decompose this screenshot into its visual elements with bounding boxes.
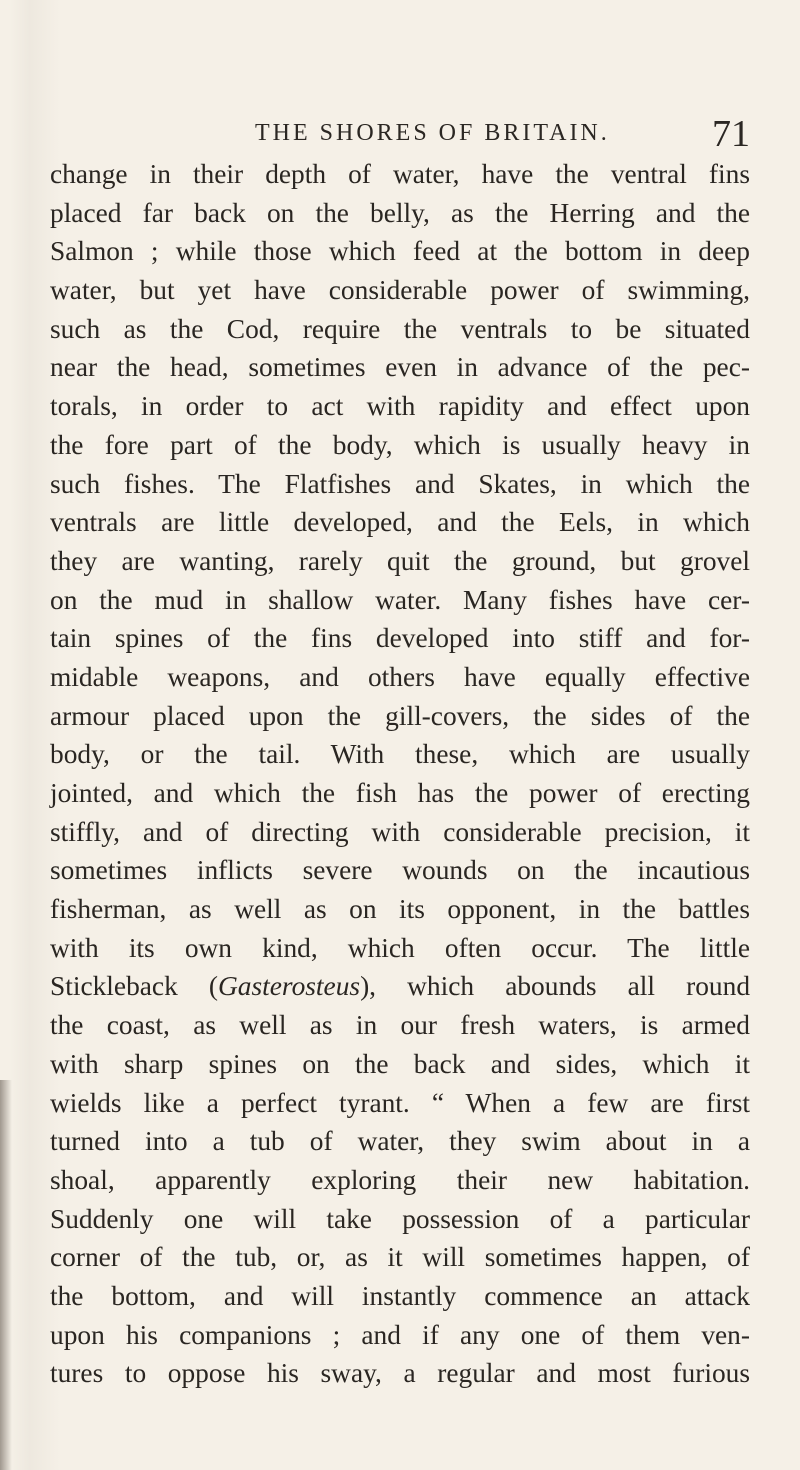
text-line: Suddenly one will take possession of a particular bbox=[50, 1203, 750, 1234]
text-line: Salmon ; while those which feed at the bottom in deep bbox=[50, 236, 750, 267]
text-line: stiffly, and of directing with considerable precision, it bbox=[50, 816, 750, 847]
text-line: jointed, and which the fish has the power of erecting bbox=[50, 778, 750, 808]
page-header bbox=[50, 113, 750, 160]
text-line: tain spines of the fins developed into stiff and for- bbox=[50, 623, 750, 654]
text-line: sometimes inflicts severe wounds on the incautious bbox=[50, 855, 750, 886]
text-line: with its own kind, which often occur. The little bbox=[50, 932, 750, 963]
text-segment: ), which abounds all round bbox=[360, 971, 751, 1002]
text-line: turned into a tub of water, they swim about in a bbox=[50, 1126, 750, 1157]
text-line: such fishes. The Flatfishes and Skates, in which the bbox=[50, 468, 750, 499]
text-line: the fore part of the body, which is usually heavy in bbox=[50, 429, 750, 460]
scientific-name: Gasterosteus bbox=[218, 971, 361, 1002]
text-line: tures to oppose his sway, a regular and most furious bbox=[50, 1358, 750, 1389]
text-line: wields like a perfect tyrant. “ When a few are first bbox=[50, 1087, 750, 1118]
text-line: water, but yet have considerable power of swimming, bbox=[50, 275, 750, 306]
text-line: midable weapons, and others have equally effective bbox=[50, 661, 750, 692]
text-line: such as the Cod, require the ventrals to be situated bbox=[50, 313, 750, 344]
text-line: placed far back on the belly, as the Herring and the bbox=[50, 197, 750, 228]
page-edge-shadow bbox=[0, 1080, 12, 1470]
body-text bbox=[50, 155, 750, 1393]
text-segment: Stickleback ( bbox=[50, 971, 219, 1002]
running-head: THE SHORES OF BRITAIN. bbox=[255, 120, 610, 146]
text-line: on the mud in shallow water. Many fishes have cer- bbox=[50, 584, 750, 615]
text-line: shoal, apparently exploring their new habitation. bbox=[50, 1164, 750, 1195]
text-line: the bottom, and will instantly commence an attack bbox=[50, 1280, 750, 1311]
text-line: near the head, sometimes even in advance of the pec- bbox=[50, 352, 750, 383]
text-line: corner of the tub, or, as it will sometimes happen, of bbox=[50, 1242, 750, 1273]
text-line: they are wanting, rarely quit the ground, but grovel bbox=[50, 545, 750, 576]
text-line: ventrals are little developed, and the Eels, in which bbox=[50, 507, 750, 538]
page-number: 71 bbox=[712, 113, 750, 155]
text-line: torals, in order to act with rapidity and effect upon bbox=[50, 391, 750, 422]
text-line: with sharp spines on the back and sides, which it bbox=[50, 1048, 750, 1079]
text-line: upon his companions ; and if any one of them ven- bbox=[50, 1319, 750, 1350]
text-line: armour placed upon the gill-covers, the sides of the bbox=[50, 700, 750, 731]
text-line: change in their depth of water, have the ventral fins bbox=[50, 159, 750, 189]
text-line: the coast, as well as in our fresh waters, is armed bbox=[50, 1010, 750, 1041]
text-line: fisherman, as well as on its opponent, in the battles bbox=[50, 894, 750, 925]
text-line: body, or the tail. With these, which are usually bbox=[50, 739, 750, 770]
text-line bbox=[50, 967, 750, 1006]
